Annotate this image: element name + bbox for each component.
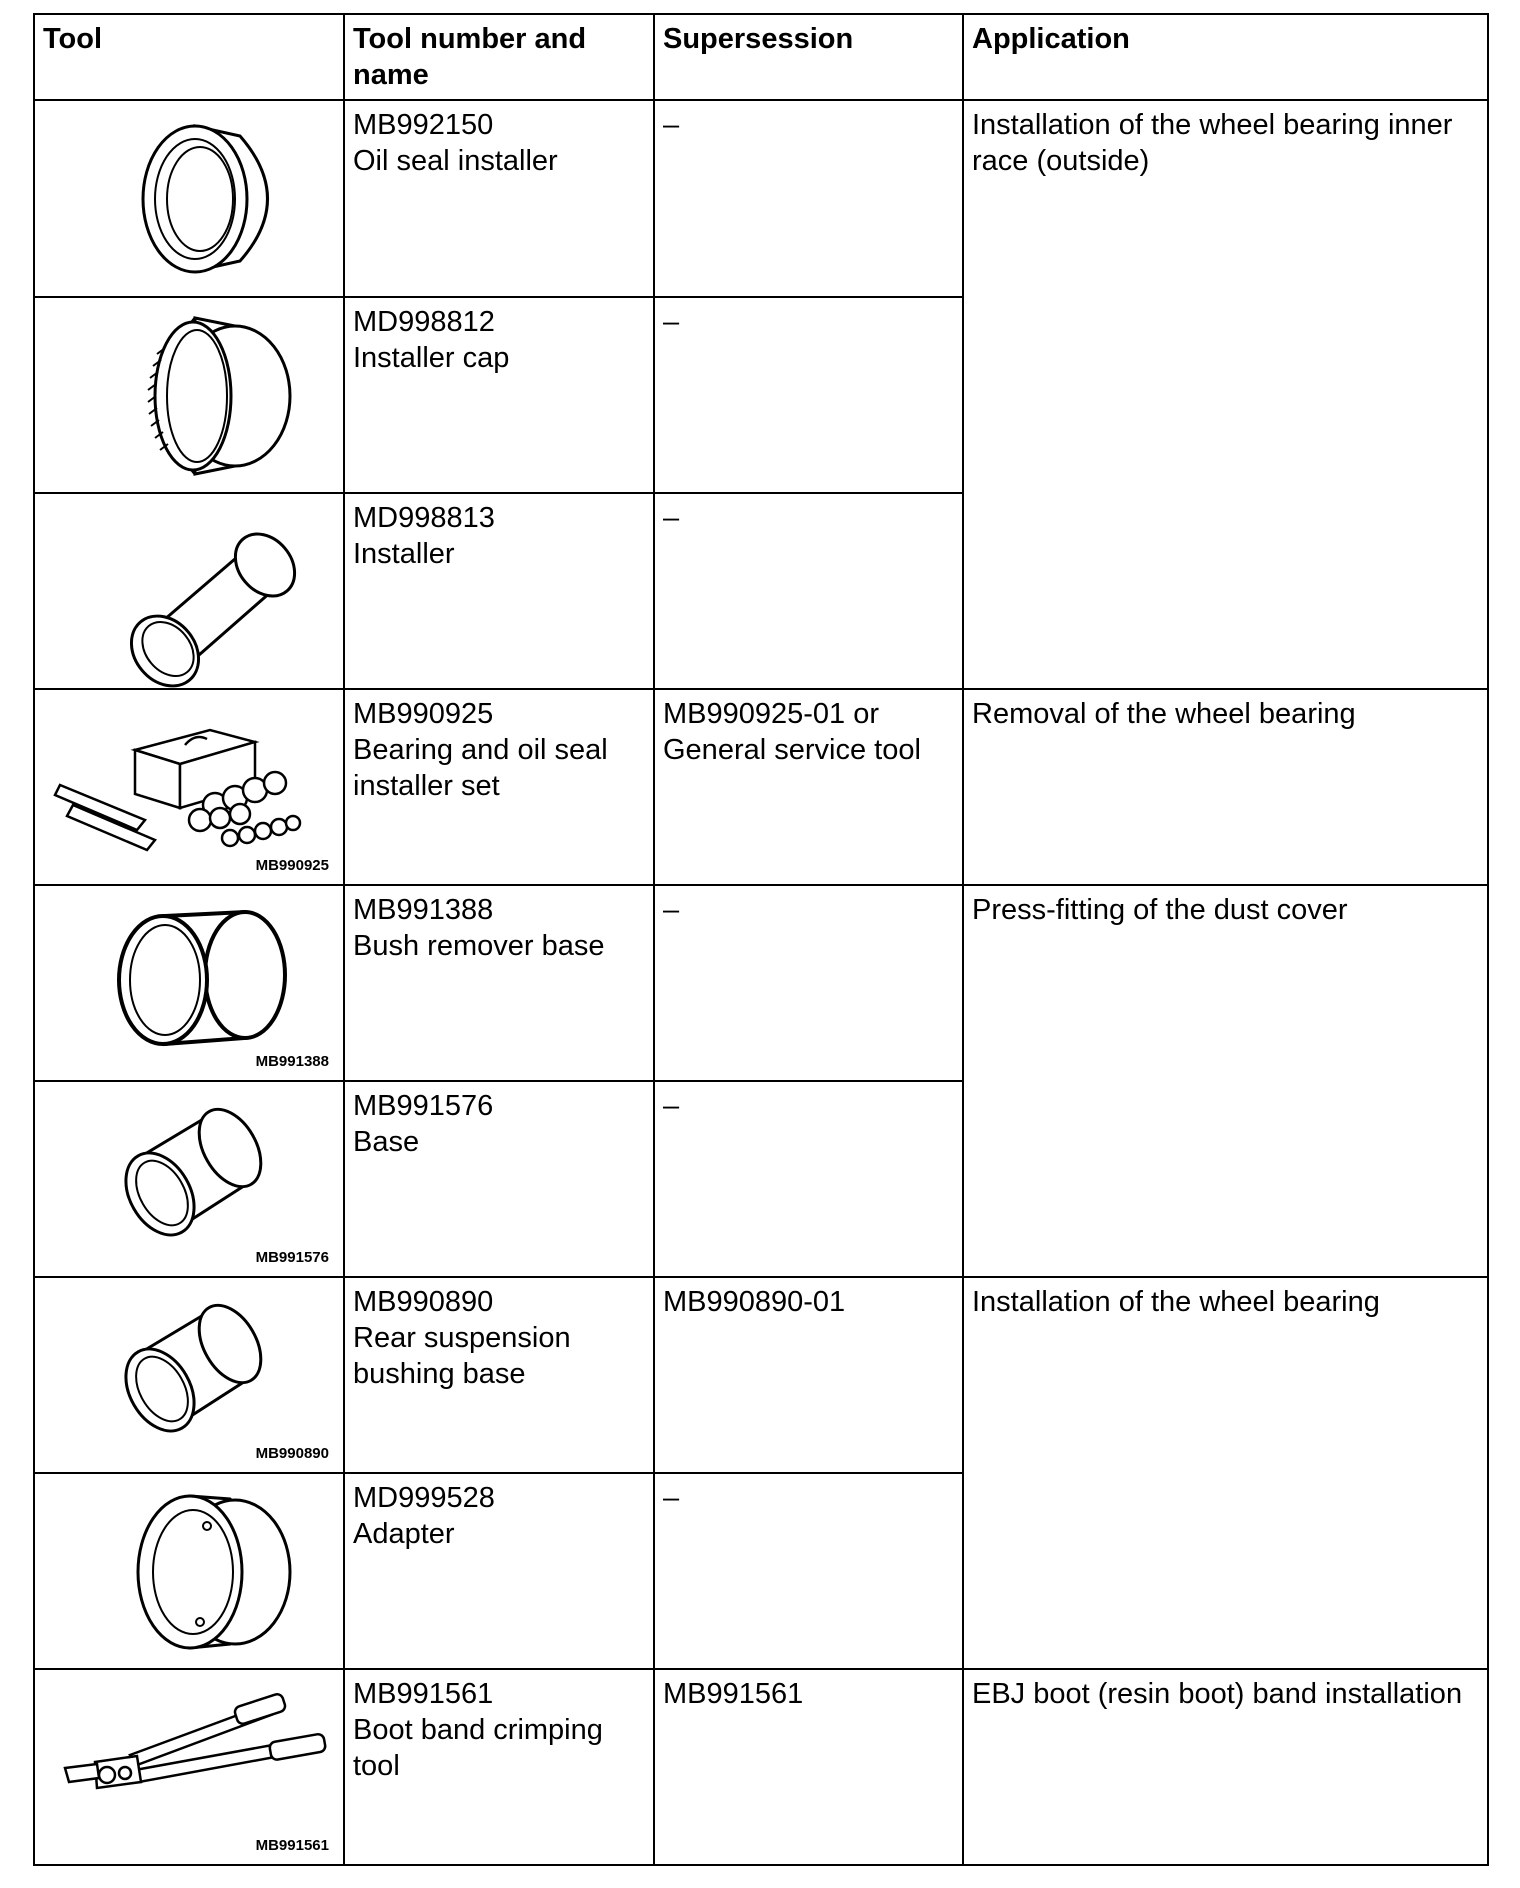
- tool-code-label: MB991561: [255, 1837, 329, 1854]
- tool-number: MB990890: [353, 1286, 494, 1318]
- tool-illustration-cell: [34, 1081, 344, 1277]
- tool-illustration-cell: [34, 1473, 344, 1669]
- application-cell: Press-fitting of the dust cover: [963, 885, 1488, 1277]
- tool-illustration-cell: [34, 1669, 344, 1865]
- tool-number: MB991561: [353, 1678, 494, 1710]
- special-tools-table: [33, 13, 1489, 1866]
- tool-number: MD998813: [353, 502, 495, 534]
- supersession-cell: MB991561: [654, 1669, 963, 1865]
- supersession-cell: –: [654, 885, 963, 1081]
- table-header-row: [34, 14, 1488, 100]
- tool-number-and-name-cell: [344, 1669, 654, 1865]
- supersession-cell: –: [654, 1081, 963, 1277]
- tool-number-and-name-cell: [344, 689, 654, 885]
- table-row: [34, 1669, 1488, 1865]
- installer-icon: [35, 494, 345, 690]
- supersession-cell: –: [654, 100, 963, 297]
- tool-number-and-name-cell: [344, 493, 654, 689]
- tool-number-and-name-cell: [344, 1081, 654, 1277]
- tool-illustration-cell: [34, 1277, 344, 1473]
- tool-name: Installer cap: [353, 342, 510, 374]
- application-cell: Installation of the wheel bearing: [963, 1277, 1488, 1669]
- tool-code-label: MB991576: [255, 1249, 329, 1266]
- tool-number-and-name-cell: [344, 297, 654, 493]
- supersession-cell: MB990890-01: [654, 1277, 963, 1473]
- tool-illustration-cell: [34, 689, 344, 885]
- header-tool: Tool: [34, 14, 344, 100]
- adapter-icon: [35, 1474, 345, 1670]
- tool-name: Boot band crimping tool: [353, 1714, 603, 1782]
- tool-number: MB991576: [353, 1090, 494, 1122]
- tool-code-label: MB991388: [255, 1053, 329, 1070]
- table-row: [34, 1277, 1488, 1473]
- header-tool-number-and-name: Tool number and name: [344, 14, 654, 100]
- tool-name: Bearing and oil seal installer set: [353, 734, 608, 802]
- supersession-cell: –: [654, 297, 963, 493]
- tool-illustration-cell: [34, 493, 344, 689]
- tool-number-and-name-cell: [344, 1473, 654, 1669]
- tool-code-label: MB990925: [255, 857, 329, 874]
- header-supersession: Supersession: [654, 14, 963, 100]
- tool-number-and-name-cell: [344, 1277, 654, 1473]
- oil-seal-installer-icon: [35, 101, 345, 297]
- tool-number: MB992150: [353, 109, 494, 141]
- tool-illustration-cell: [34, 885, 344, 1081]
- table-row: [34, 100, 1488, 297]
- supersession-cell: MB990925-01 or General service tool: [654, 689, 963, 885]
- table-row: [34, 689, 1488, 885]
- tool-illustration-cell: [34, 297, 344, 493]
- tool-number: MB990925: [353, 698, 494, 730]
- tool-name: Base: [353, 1126, 420, 1158]
- tool-name: Rear suspension bushing base: [353, 1322, 571, 1390]
- application-cell: Installation of the wheel bearing inner race (outside): [963, 100, 1488, 689]
- tool-code-label: MB990890: [255, 1445, 329, 1462]
- table-row: [34, 885, 1488, 1081]
- supersession-cell: –: [654, 493, 963, 689]
- tool-name: Installer: [353, 538, 455, 570]
- tool-name: Bush remover base: [353, 930, 605, 962]
- tool-name: Oil seal installer: [353, 145, 558, 177]
- tool-number: MD998812: [353, 306, 495, 338]
- tool-name: Adapter: [353, 1518, 455, 1550]
- application-cell: Removal of the wheel bearing: [963, 689, 1488, 885]
- installer-cap-icon: [35, 298, 345, 494]
- tool-number: MD999528: [353, 1482, 495, 1514]
- header-application: Application: [963, 14, 1488, 100]
- tool-illustration-cell: [34, 100, 344, 297]
- tool-number-and-name-cell: [344, 100, 654, 297]
- supersession-cell: –: [654, 1473, 963, 1669]
- tool-number: MB991388: [353, 894, 494, 926]
- application-cell: EBJ boot (resin boot) band installation: [963, 1669, 1488, 1865]
- tool-number-and-name-cell: [344, 885, 654, 1081]
